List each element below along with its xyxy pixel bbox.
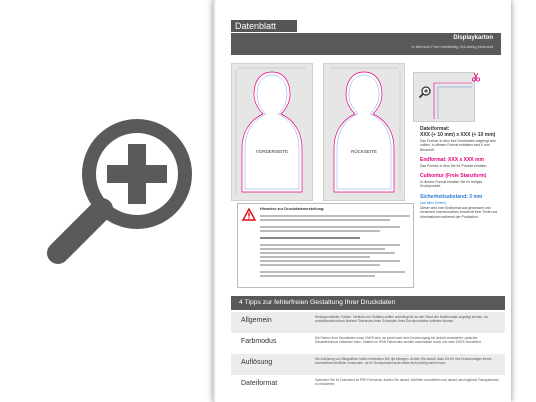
format-spec-column <box>420 126 504 224</box>
dieline-front-panel <box>231 63 313 201</box>
tip-label: Auflösung <box>241 359 273 366</box>
cut-contour-heading: Cutkontur (Freie Stanzform) <box>420 173 487 180</box>
print-data-hints-box <box>237 203 414 288</box>
tip-text: Die Farben Ihrer Druckdaten muss CMYK sein, da sonst nach dem Druckvorgang ein (leicht) veränderter, optischer Gesamteindruck entstehen kann. Dateien im RGB-Farbmodus werden automatisch durch uns nach CMYK konvertiert. <box>315 336 482 345</box>
mini-zoom-icon <box>418 85 432 99</box>
tip-label: Dateiformat <box>241 380 278 387</box>
hint-subheading <box>260 237 360 239</box>
hint-line <box>260 252 395 254</box>
cut-contour-spec <box>420 173 504 189</box>
tips-heading: 4 Tipps zur fehlerfreien Gestaltung Ihrer Druckdaten <box>231 296 505 310</box>
hint-line <box>260 226 400 228</box>
tip-text: Hintergrundbilder, Farben, Verläufe und Grafiken sollten unbedingt bis an den Rand des Dateiformats angelegt werden, da produktionstechnisch kleinere Toleranzen beim Schneiden Ihres Druckproduktes auftreten können. <box>315 315 488 324</box>
file-format-heading: Dateiformat: <box>420 126 450 132</box>
hint-line <box>260 215 410 217</box>
hint-line <box>260 219 390 221</box>
tip-row-color-mode <box>231 333 505 354</box>
hint-line <box>260 275 375 277</box>
hint-line <box>260 264 380 266</box>
tip-row-general <box>231 312 505 333</box>
hint-line <box>260 260 400 262</box>
end-format-spec <box>420 157 504 168</box>
scissors-icon <box>471 72 481 82</box>
end-format-text: Das Format, in dem Sie Ihr Produkt erhalten. <box>420 163 488 168</box>
tip-text: Speichern Sie Ihr Dokument im PDF-Format ab. Achten Sie darauf, Schriften einzubetten und darauf, als möglichst Transparenzen zu reduzieren. <box>315 378 500 387</box>
file-format-text: Das Format, in dem Ihre Druckdaten angelegt sein sollten. In diesem Format enthalten sind 5 mm Beschnitt. <box>420 139 496 152</box>
tip-row-file-format <box>231 375 505 396</box>
safety-margin-heading: Sicherheitsabstand: 3 mm <box>420 193 483 200</box>
tip-label: Allgemein <box>241 317 272 324</box>
end-format-heading: Endformat: XXX x XXX mm <box>420 156 484 163</box>
tip-label: Farbmodus <box>241 338 277 345</box>
product-header <box>231 33 501 55</box>
tip-row-resolution <box>231 354 505 375</box>
safety-margin-text: Dieser wird vom Endformat aus gemessen und verhindert unerwünschten Anschnitt Ihrer Texte und Informationen während der Produktion. <box>420 206 498 219</box>
warning-icon <box>242 208 256 221</box>
hint-line <box>260 256 370 258</box>
zoom-in-magnifier-icon[interactable] <box>32 98 212 278</box>
page-curl-shadow <box>213 0 216 402</box>
hint-line <box>260 230 380 232</box>
file-format-value: XXX (+ 10 mm) x XXX (+ 10 mm) <box>420 132 496 138</box>
datasheet-page <box>213 0 511 402</box>
front-side-label: VORDERSEITE <box>255 149 289 154</box>
cut-contour-text: in diesem Format erhalten Sie Ihr fertiges Druckprodukt. <box>420 180 483 189</box>
back-side-label: RÜCKSEITE <box>351 149 377 154</box>
person-shape-dieline-front <box>232 64 312 200</box>
safety-margin-sub: (auf allen Seiten) <box>420 200 446 205</box>
product-title: Displaykarton <box>453 35 493 41</box>
product-subtitle: in Mensch-Form beidseitig 4/4-farbig bedruckt <box>411 44 493 49</box>
file-format-spec <box>420 126 504 152</box>
safety-margin-spec <box>420 194 504 219</box>
dieline-back-panel <box>323 63 405 201</box>
hint-line <box>260 271 405 273</box>
hint-line <box>260 248 385 250</box>
person-shape-dieline-back <box>324 64 404 200</box>
datasheet-title-tab: Datenblatt <box>231 20 297 32</box>
tip-text: Die Auflösung von Bildgrafiken sollte mindestens 300 dpi betragen. Achten Sie darauf, dass Sie für Ihre Druckvorlagen immer hochauflösende Bilder verwenden, da Ihr Druckprodukt andernfalls leicht pixelig wirken kann. <box>315 357 492 366</box>
hint-line <box>260 244 400 246</box>
hints-title: Hinweise zur Druckdatenerstellung: <box>260 207 325 211</box>
